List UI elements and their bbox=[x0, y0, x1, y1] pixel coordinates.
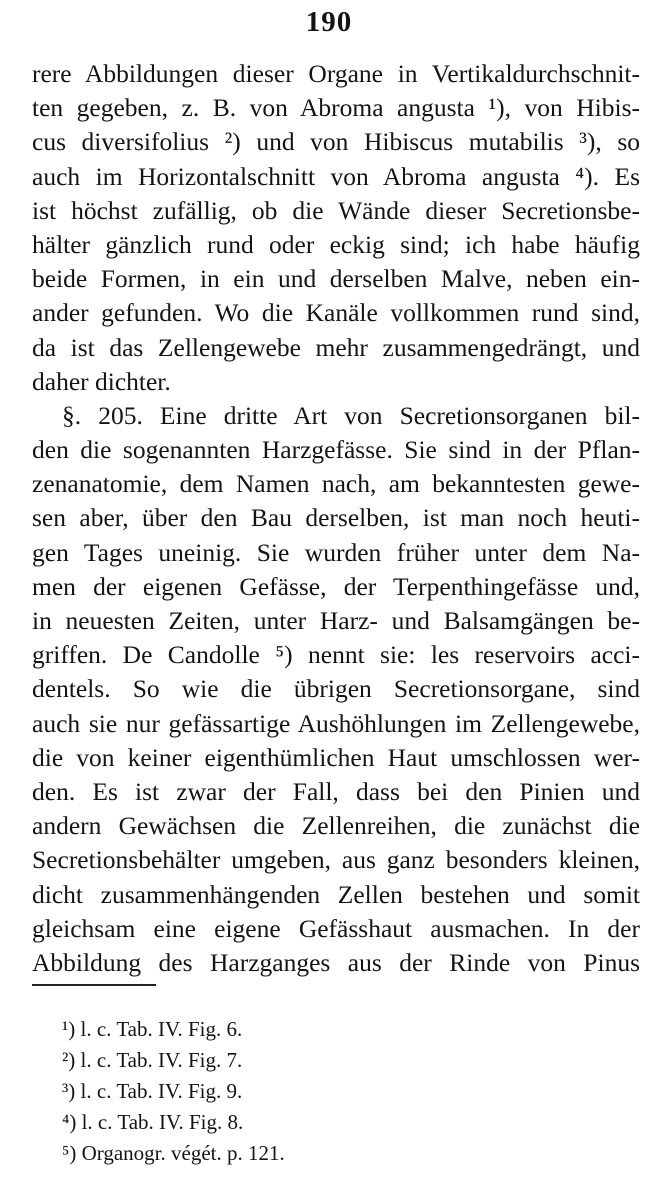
text-line: rere Abbildungen dieser Organe in Vertikaldurchschnit- bbox=[32, 59, 640, 88]
text-line: auch sie nur gefässartige Aushöhlungen im Zellengewebe, bbox=[32, 708, 640, 738]
text-line: in neuesten Zeiten, unter Harz- und Balsamgängen be- bbox=[32, 606, 640, 635]
footnotes bbox=[62, 1014, 462, 1169]
text-line: sen aber, über den Bau derselben, ist man noch heuti- bbox=[32, 503, 640, 533]
footnote: ¹) l. c. Tab. IV. Fig. 6. bbox=[62, 1017, 243, 1041]
footnote: ⁵) Organogr. végét. p. 121. bbox=[62, 1141, 285, 1165]
page-number: 190 bbox=[305, 6, 353, 38]
footnote-divider bbox=[32, 984, 156, 986]
footnote: ³) l. c. Tab. IV. Fig. 9. bbox=[62, 1079, 243, 1103]
text-line: Abbildung des Harzganges aus der Rinde von Pinus bbox=[32, 947, 640, 977]
text-line: griffen. De Candolle ⁵) nennt sie: les reservoirs acci- bbox=[32, 640, 640, 670]
text-line: gleichsam eine eigene Gefässhaut ausmachen. In der bbox=[32, 913, 640, 943]
text-line: cus diversifolius ²) und von Hibiscus mutabilis ³), so bbox=[32, 127, 640, 157]
footnote: ⁴) l. c. Tab. IV. Fig. 8. bbox=[62, 1110, 244, 1134]
text-line: Secretionsbehälter umgeben, aus ganz besonders kleinen, bbox=[32, 845, 640, 875]
body-text bbox=[32, 57, 640, 980]
text-line: ist höchst zufällig, ob die Wände dieser Secretionsbe- bbox=[32, 195, 640, 225]
text-line: auch im Horizontalschnitt von Abroma angusta ⁴). Es bbox=[32, 161, 640, 191]
text-line: da ist das Zellengewebe mehr zusammengedrängt, und bbox=[32, 332, 640, 362]
text-line: daher dichter. bbox=[32, 366, 171, 396]
text-line: ten gegeben, z. B. von Abroma angusta ¹), von Hibis- bbox=[32, 93, 640, 123]
text-line: die von keiner eigenthümlichen Haut umschlossen wer- bbox=[32, 742, 640, 772]
text-line: ander gefunden. Wo die Kanäle vollkommen rund sind, bbox=[32, 298, 640, 328]
text-line: zenanatomie, dem Namen nach, am bekanntesten gewe- bbox=[32, 469, 640, 499]
text-line: andern Gewächsen die Zellenreihen, die zunächst die bbox=[32, 811, 640, 841]
text-line: §. 205. Eine dritte Art von Secretionsorganen bil- bbox=[62, 400, 640, 430]
text-line: beide Formen, in ein und derselben Malve, neben ein- bbox=[32, 264, 640, 294]
text-line: dentels. So wie die übrigen Secretionsorgane, sind bbox=[32, 674, 640, 704]
footnote: ²) l. c. Tab. IV. Fig. 7. bbox=[62, 1048, 243, 1072]
text-line: dicht zusammenhängenden Zellen bestehen und somit bbox=[32, 879, 640, 909]
text-line: men der eigenen Gefässe, der Terpenthingefässe und, bbox=[32, 571, 640, 601]
text-line: hälter gänzlich rund oder eckig sind; ich habe häufig bbox=[32, 229, 640, 259]
text-line: gen Tages uneinig. Sie wurden früher unter dem Na- bbox=[32, 537, 640, 567]
text-line: den. Es ist zwar der Fall, dass bei den Pinien und bbox=[32, 776, 640, 806]
text-line: den die sogenannten Harzgefässe. Sie sind in der Pflan- bbox=[32, 435, 640, 465]
